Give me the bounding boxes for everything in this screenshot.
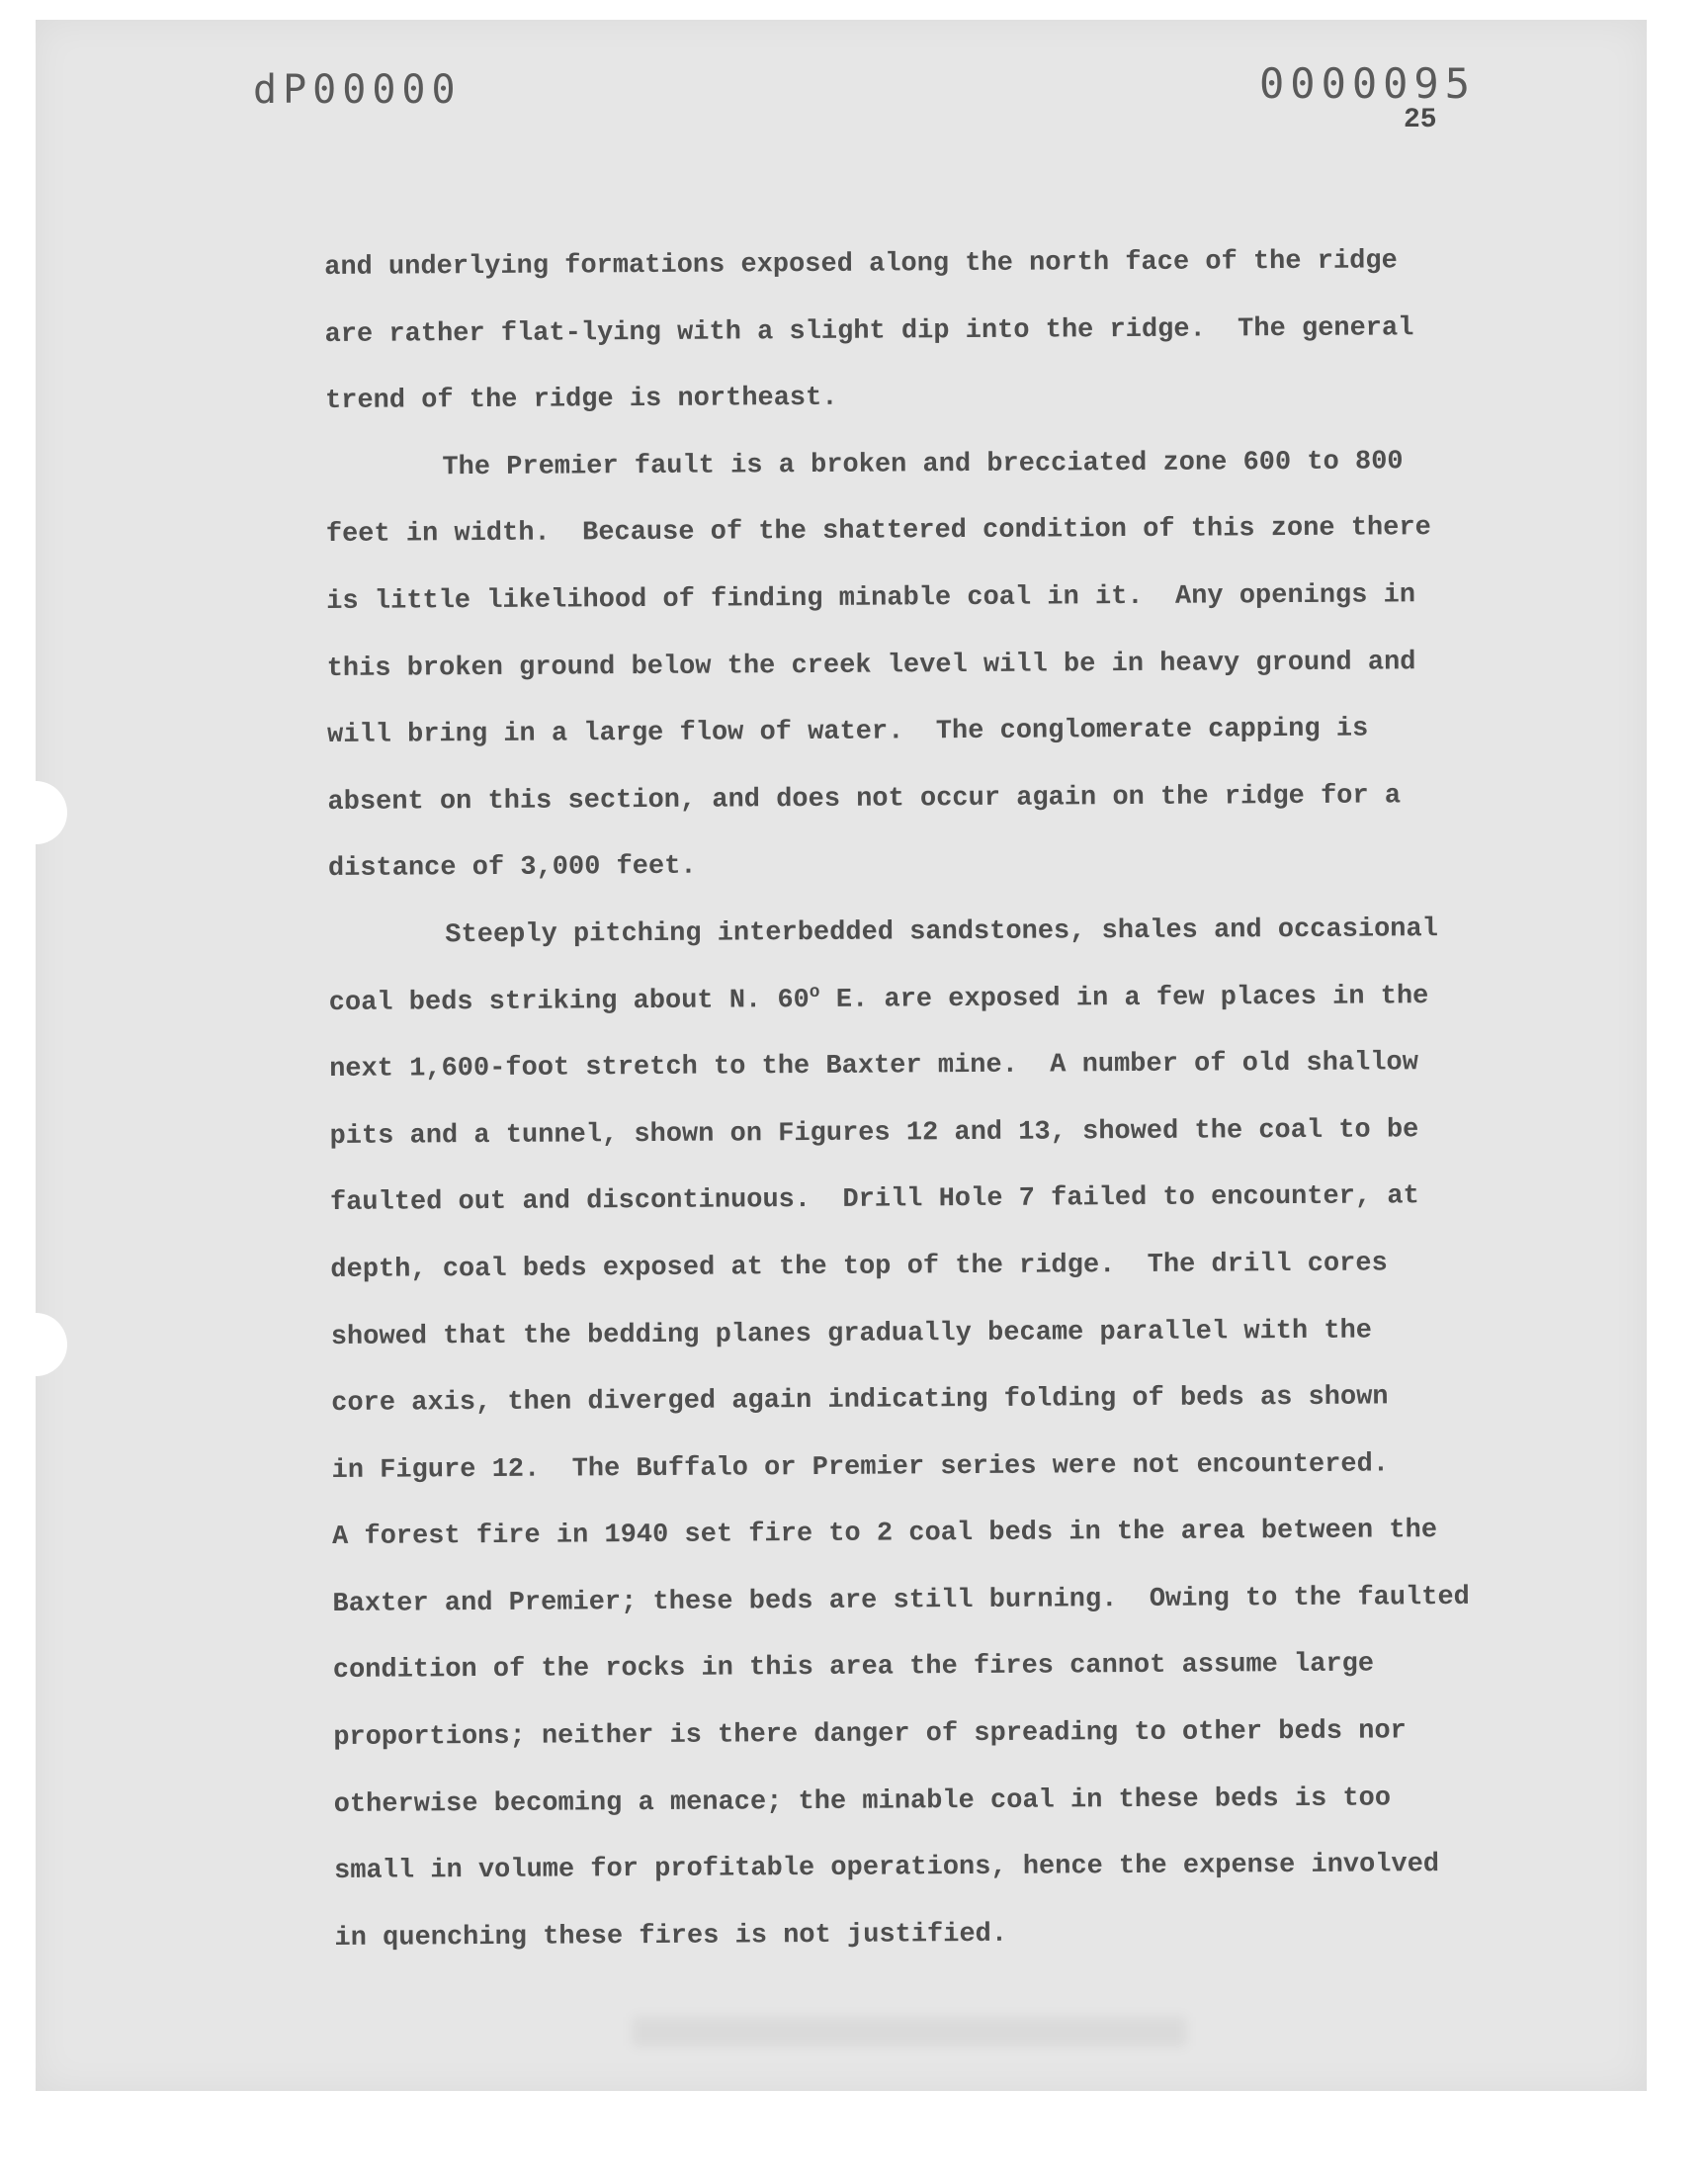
- text-line: feet in width. Because of the shattered condition of this zone there: [325, 513, 1431, 551]
- text-line: is little likelihood of finding minable coal in it. Any openings in: [326, 580, 1416, 617]
- text-line: next 1,600-foot stretch to the Baxter mine. A number of old shallow: [329, 1048, 1419, 1086]
- punch-hole: [4, 1313, 67, 1376]
- text-line: The Premier fault is a broken and brecciated zone 600 to 800: [442, 447, 1404, 483]
- text-line: A forest fire in 1940 set fire to 2 coal beds in the area between the: [331, 1516, 1438, 1553]
- text-fragment: E. are exposed in a few places in the: [819, 981, 1429, 1015]
- text-line: pits and a tunnel, shown on Figures 12 and 13, showed the coal to be: [329, 1114, 1419, 1152]
- text-line: faulted out and discontinuous. Drill Hole 7 failed to encounter, at: [329, 1181, 1419, 1219]
- text-line: trend of the ridge is northeast.: [324, 384, 838, 417]
- text-line: this broken ground below the creek level will be in heavy ground and: [326, 647, 1416, 684]
- text-line: and underlying formations exposed along the north face of the ridge: [324, 246, 1398, 283]
- text-line: proportions; neither is there danger of spreading to other beds nor: [333, 1716, 1407, 1754]
- text-fragment: coal beds striking about N. 60: [328, 985, 810, 1018]
- punch-hole: [4, 781, 67, 844]
- text-line: in Figure 12. The Buffalo or Premier series were not encountered.: [331, 1449, 1390, 1486]
- body-text: [324, 228, 1521, 1973]
- text-line: showed that the bedding planes gradually became parallel with the: [330, 1316, 1373, 1352]
- text-line: will bring in a large flow of water. The conglomerate capping is: [327, 714, 1369, 751]
- page-number: 25: [1404, 105, 1437, 135]
- text-line: are rather flat-lying with a slight dip into the ridge. The general: [324, 312, 1414, 350]
- text-line: absent on this section, and does not occur again on the ridge for a: [327, 781, 1402, 818]
- document-id-left: dP00000: [253, 67, 462, 113]
- text-line: in quenching these fires is not justified.: [334, 1919, 1008, 1954]
- text-line: core axis, then diverged again indicating folding of beds as shown: [331, 1382, 1389, 1420]
- text-line: otherwise becoming a menace; the minable coal in these beds is too: [333, 1784, 1392, 1820]
- scan-smudge: [633, 2017, 1186, 2046]
- text-line: depth, coal beds exposed at the top of the ridge. The drill cores: [330, 1249, 1388, 1285]
- text-line: distance of 3,000 feet.: [327, 852, 697, 885]
- text-line: Steeply pitching interbedded sandstones, shales and occasional: [445, 914, 1438, 951]
- degree-mark: o: [809, 982, 820, 1002]
- text-line: small in volume for profitable operations, hence the expense involved: [334, 1850, 1440, 1887]
- text-line-with-degree: [329, 963, 1515, 1037]
- text-line: condition of the rocks in this area the fires cannot assume large: [332, 1650, 1375, 1687]
- text-line: Baxter and Premier; these beds are still burning. Owing to the faulted: [332, 1582, 1470, 1619]
- document-id-right: 0000095: [1259, 59, 1477, 108]
